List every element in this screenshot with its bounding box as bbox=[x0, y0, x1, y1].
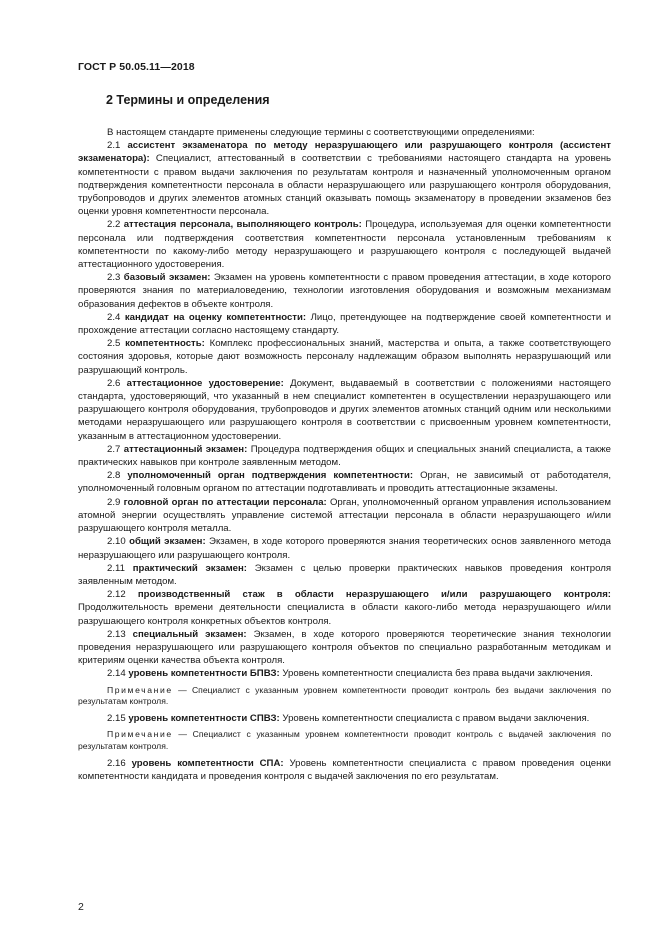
term-name: практический экзамен: bbox=[132, 562, 247, 574]
standard-header: ГОСТ Р 50.05.11—2018 bbox=[78, 61, 195, 73]
intro-paragraph: В настоящем стандарте применены следующие термины с соответствующими определениями: bbox=[107, 127, 535, 138]
document-body bbox=[78, 126, 611, 783]
term-number: 2.5 bbox=[107, 338, 121, 350]
term-name: уровень компетентности БПВЗ: bbox=[128, 668, 280, 680]
term-definition: Орган, уполномоченный органом управления использованием атомной энергии осуществлять управление системой аттестации персонала в области неразрушающего и/или разрушающего контроля металла. bbox=[78, 496, 611, 535]
term-2-14 bbox=[78, 667, 611, 680]
term-name: кандидат на оценку компетентности: bbox=[124, 311, 307, 323]
term-definition: Уровень компетентности специалиста с правом выдачи заключения. bbox=[282, 713, 590, 725]
term-definition: Документ, выдаваемый в соответствии с положениями настоящего стандарта, удостоверяющий, что указанный в нем специалист компетентен в осуществлении неразрушающего или разрушающего контроля оборудования, трубопроводов и других элементов атомных станций одним или несколькими методами неразрушающего или разрушающего контроля в соответствии с присвоенным уровнем компетентности, указанным в аттестационном удостоверении. bbox=[78, 377, 611, 442]
term-definition: Уровень компетентности специалиста с правом проведения оценки компетентности кандидата и проведения контроля с выдачей заключения по его результатам. bbox=[78, 757, 611, 783]
section-title: 2 Термины и определения bbox=[106, 93, 270, 107]
term-number: 2.3 bbox=[107, 272, 121, 284]
term-number: 2.13 bbox=[107, 628, 126, 640]
note-label: Примечание bbox=[107, 684, 173, 695]
page-number: 2 bbox=[78, 901, 84, 913]
term-name: общий экзамен: bbox=[129, 536, 206, 548]
term-number: 2.15 bbox=[107, 713, 126, 725]
term-name: производственный стаж в области неразрушающего и/или разрушающего контроля: bbox=[137, 589, 611, 601]
term-2-7 bbox=[78, 443, 611, 469]
note-2-14 bbox=[78, 685, 611, 709]
term-number: 2.8 bbox=[107, 470, 121, 482]
term-name: базовый экзамен: bbox=[123, 272, 211, 284]
term-2-9 bbox=[78, 496, 611, 536]
term-2-6 bbox=[78, 377, 611, 443]
term-name: уполномоченный орган подтверждения компетентности: bbox=[127, 470, 414, 482]
term-name: уровень компетентности СПВЗ: bbox=[128, 713, 280, 725]
term-definition: Процедура подтверждения общих и специальных знаний специалиста, а также практических навыков при контроле заявленным методом. bbox=[78, 443, 611, 469]
term-definition: Продолжительность времени деятельности специалиста в области какого-либо метода неразрушающего и/или разрушающего контроля конкретных объектов контроля. bbox=[78, 602, 611, 627]
term-definition: Экзамен на уровень компетентности с правом проведения аттестации, в ходе которого проверяются знания по материаловедению, технологии изготовления оборудования и возможным механизмам образования дефектов в объекте контроля. bbox=[78, 272, 611, 310]
term-definition: Комплекс профессиональных знаний, мастерства и опыта, а также соответствующего состояния здоровья, которые дают возможность персоналу надлежащим образом выполнять неразрушающий или разрушающий контроль. bbox=[78, 338, 611, 376]
term-number: 2.7 bbox=[107, 443, 121, 455]
term-number: 2.11 bbox=[107, 562, 125, 574]
term-definition: Специалист, аттестованный в соответствии с требованиями настоящего стандарта на уровень компетентности с правом выдачи заключения по результатам контроля и назначенный уполномоченным органом подтверждения компетентности персонала в области неразрушающего или разрушающего контроля оборудования, трубопроводов и других элементов атомных станций оказывать помощь экзаменатору в проведении экзаменов без оценки уровня компетентности персонала. bbox=[78, 153, 611, 218]
term-definition: Уровень компетентности специалиста без права выдачи заключения. bbox=[282, 668, 593, 680]
note-text: — Специалист с указанным уровнем компетентности проводит контроль с выдачей заключения по результатам контроля. bbox=[78, 729, 611, 752]
term-2-10 bbox=[78, 535, 611, 561]
term-definition: Лицо, претендующее на подтверждение своей компетентности и прохождение аттестации согласно настоящему стандарту. bbox=[78, 311, 611, 337]
term-number: 2.4 bbox=[107, 311, 121, 323]
term-number: 2.10 bbox=[107, 536, 126, 548]
term-2-16 bbox=[78, 757, 611, 783]
term-name: аттестационный экзамен: bbox=[123, 443, 248, 455]
term-name: уровень компетентности СПА: bbox=[131, 757, 284, 769]
term-number: 2.12 bbox=[107, 589, 126, 601]
note-text: — Специалист с указанным уровнем компетентности проводит контроль без выдачи заключения по результатам контроля. bbox=[78, 684, 611, 707]
term-name: специальный экзамен: bbox=[132, 628, 247, 640]
term-definition: Экзамен, в ходе которого проверяются теоретические знания технологии проведения неразрушающего или разрушающего контроля объектов по специально разработанным методикам и критериям оценки качества объекта контроля. bbox=[78, 628, 612, 667]
term-definition: Процедура, используемая для оценки компетентности персонала или подтверждения соответствия компетентности персонала установленным требованиям к компетентности по какому-либо методу неразрушающего и разрушающего контроля с последующей выдачей аттестационного удостоверения. bbox=[78, 219, 611, 271]
term-number: 2.14 bbox=[107, 668, 126, 680]
term-name: компетентность: bbox=[125, 338, 205, 350]
term-2-4 bbox=[78, 311, 611, 337]
term-2-2 bbox=[78, 218, 611, 271]
term-number: 2.6 bbox=[107, 377, 121, 389]
term-2-1 bbox=[78, 139, 611, 218]
term-2-12 bbox=[78, 588, 611, 628]
term-name: головной орган по аттестации персонала: bbox=[123, 496, 327, 508]
term-name: аттестация персонала, выполняющего контроль: bbox=[123, 219, 362, 231]
term-name: аттестационное удостоверение: bbox=[126, 377, 284, 389]
term-2-15 bbox=[78, 712, 611, 725]
term-name: ассистент экзаменатора по методу неразрушающего или разрушающего контроля (ассистент экзаменатора): bbox=[78, 140, 611, 165]
term-2-8 bbox=[78, 469, 611, 495]
term-number: 2.2 bbox=[107, 219, 121, 231]
term-definition: Экзамен, в ходе которого проверяются знания теоретических основ заявленного метода неразрушающего или разрушающего контроля. bbox=[78, 536, 611, 561]
term-number: 2.16 bbox=[107, 757, 126, 769]
term-2-5 bbox=[78, 337, 611, 377]
term-number: 2.1 bbox=[107, 140, 121, 152]
note-2-15 bbox=[78, 729, 611, 753]
term-definition: Экзамен с целью проверки практических навыков проведения контроля заявленным методом. bbox=[78, 562, 612, 587]
term-number: 2.9 bbox=[107, 496, 121, 508]
note-label: Примечание bbox=[107, 729, 173, 740]
term-2-13 bbox=[78, 628, 611, 668]
term-2-3 bbox=[78, 271, 611, 311]
term-2-11 bbox=[78, 562, 611, 588]
term-definition: Орган, не зависимый от работодателя, уполномоченный головным органом по аттестации подготавливать и проводить аттестационные экзамены. bbox=[78, 470, 611, 495]
